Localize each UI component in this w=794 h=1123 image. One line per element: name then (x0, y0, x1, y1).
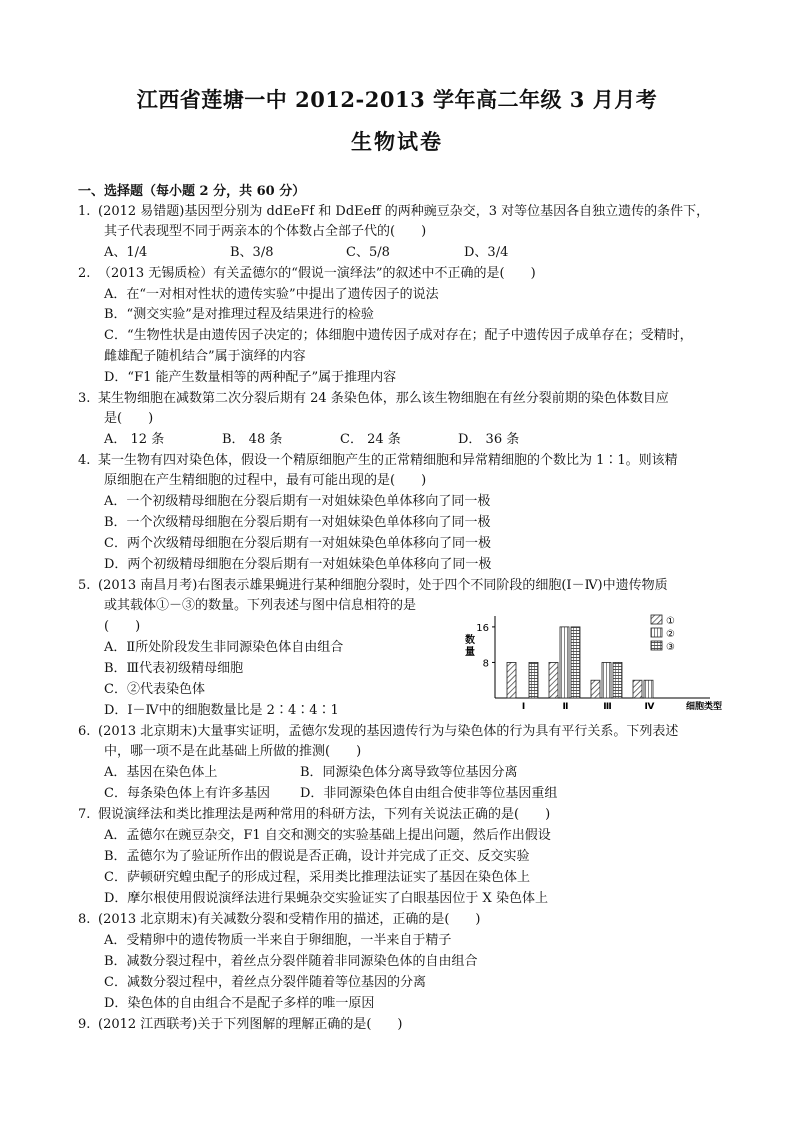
option-c: C．两个次级精母细胞在分裂后期有一对姐妹染色单体移向了同一极 (104, 536, 491, 551)
option-a: A．在“一对相对性状的遗传实验”中提出了遗传因子的说法 (104, 287, 439, 302)
question-3 (78, 390, 669, 408)
question-7 (78, 806, 550, 824)
option-c: C．萨顿研究蝗虫配子的形成过程，采用类比推理法证实了基因在染色体上 (104, 870, 530, 885)
bar (602, 662, 611, 698)
question-stem-cont: 其子代表现型不同于两亲本的个体数占全部子代的( ) (104, 224, 427, 239)
page-subtitle: 生物试卷 (351, 129, 443, 154)
section-heading: 一、选择题（每小题 2 分，共 60 分） (78, 184, 306, 199)
page-title: 江西省莲塘一中 2012-2013 学年高二年级 3 月月考 (136, 87, 658, 112)
question-number: 4. (78, 453, 91, 468)
option-c: C、5/8 (346, 245, 390, 260)
option-b: B．减数分裂过程中，着丝点分裂伴随着非同源染色体的自由组合 (104, 954, 478, 969)
legend-swatch (651, 615, 662, 624)
question-9 (78, 1016, 403, 1034)
legend-swatch (651, 628, 662, 637)
bar (591, 680, 600, 698)
bar (613, 662, 622, 698)
option-a: A、1/4 (104, 245, 148, 260)
option-a: A．受精卵中的遗传物质一半来自于卵细胞，一半来自于精子 (104, 933, 452, 948)
y-tick-label: 16 (476, 622, 489, 634)
question-number: 3. (78, 391, 91, 406)
y-axis-label: 数量 (465, 635, 475, 658)
option-c: C．“生物性状是由遗传因子决定的；体细胞中遗传因子成对存在；配子中遗传因子成单存在；受精时， (104, 328, 693, 343)
bar (633, 680, 642, 698)
question-2 (78, 265, 536, 283)
x-tick-label: Ⅰ (521, 702, 526, 712)
option-d: D． 36 条 (458, 432, 520, 447)
option-a: A．Ⅱ所处阶段发生非同源染色体自由组合 (104, 640, 344, 655)
option-b: B．“测交实验”是对推理过程及结果进行的检验 (104, 307, 374, 322)
question-6 (78, 723, 678, 741)
option-c: C． 24 条 (340, 432, 401, 447)
question-number: 1. (78, 204, 91, 219)
question-stem: (2013 北京期末)有关减数分裂和受精作用的描述，正确的是( ) (98, 912, 481, 927)
question-stem-cont: 中，哪一项不是在此基础上所做的推测( ) (104, 744, 362, 759)
question-number: 2. (78, 266, 91, 281)
question-stem-cont: 是( ) (104, 411, 154, 426)
option-a: A．孟德尔在豌豆杂交，F1 自交和测交的实验基础上提出问题，然后作出假设 (104, 828, 551, 843)
option-b: B．一个次级精母细胞在分裂后期有一对姐妹染色单体移向了同一极 (104, 515, 491, 530)
question-stem: 某生物细胞在减数第二次分裂后期有 24 条染色体，那么该生物细胞在有丝分裂前期的染色体数目应 (98, 391, 669, 406)
question-5 (78, 577, 668, 595)
bar (560, 627, 569, 698)
x-axis-label: 细胞类型 (686, 702, 723, 712)
question-stem: 假说演绎法和类比推理法是两种常用的科研方法，下列有关说法正确的是( ) (98, 807, 551, 822)
option-c: C．每条染色体上有许多基因 (104, 786, 270, 801)
option-b: B．孟德尔为了验证所作出的假说是否正确，设计并完成了正交、反交实验 (104, 849, 530, 864)
bar (644, 680, 653, 698)
question-answer-blank: ( ) (104, 619, 141, 634)
question-8 (78, 911, 481, 929)
bar (571, 627, 580, 698)
question-number: 9. (78, 1017, 91, 1032)
x-tick-label: Ⅳ (644, 702, 655, 712)
option-d: D．Ⅰ－Ⅳ中的细胞数量比是 2∶4∶4∶1 (104, 703, 339, 718)
option-d: D．两个初级精母细胞在分裂后期有一对姐妹染色单体移向了同一极 (104, 557, 492, 572)
bar (549, 662, 558, 698)
y-tick-label: 8 (482, 658, 489, 670)
question-4 (78, 452, 678, 470)
option-b: B．Ⅲ代表初级精母细胞 (104, 661, 244, 676)
question-stem: (2012 江西联考)关于下列图解的理解正确的是( ) (98, 1017, 403, 1032)
question-stem: （2013 无锡质检）有关孟德尔的“假说一演绎法”的叙述中不正确的是( ) (98, 266, 536, 281)
question-stem: (2012 易错题)基因型分别为 ddEeFf 和 DdEeff 的两种豌豆杂交，3 对等位基因各自独立遗传的条件下， (98, 204, 710, 219)
option-c: C．②代表染色体 (104, 682, 205, 697)
option-a: A．一个初级精母细胞在分裂后期有一对姐妹染色单体移向了同一极 (104, 494, 491, 509)
question-stem: 某一生物有四对染色体，假设一个精原细胞产生的正常精细胞和异常精细胞的个数比为 1∶1。则该精 (98, 453, 678, 468)
legend-label: ③ (666, 642, 675, 653)
option-d: D．非同源染色体自由组合使非等位基因重组 (300, 786, 558, 801)
option-d: D、3/4 (464, 245, 509, 260)
question-stem-cont: 原细胞在产生精细胞的过程中，最有可能出现的是( ) (104, 473, 427, 488)
x-tick-label: Ⅲ (603, 702, 612, 712)
question-1 (78, 203, 709, 221)
question-number: 7. (78, 807, 91, 822)
option-c: C．减数分裂过程中，着丝点分裂伴随着等位基因的分离 (104, 975, 426, 990)
option-c-cont: 雌雄配子随机结合”属于演绎的内容 (104, 349, 306, 364)
bar (529, 662, 538, 698)
option-a: A．基因在染色体上 (104, 765, 218, 780)
bar-chart (455, 605, 740, 715)
question-number: 6. (78, 724, 91, 739)
question-number: 8. (78, 912, 91, 927)
question-stem: (2013 南昌月考)右图表示雄果蝇进行某种细胞分裂时，处于四个不同阶段的细胞(Ⅰ－Ⅳ)中遗传物质 (98, 578, 668, 593)
option-b: B、3/8 (230, 245, 274, 260)
legend-swatch (651, 641, 662, 650)
option-d: D．染色体的自由组合不是配子多样的唯一原因 (104, 996, 375, 1011)
option-a: A． 12 条 (104, 432, 165, 447)
question-stem: (2013 北京期末)大量事实证明，孟德尔发现的基因遗传行为与染色体的行为具有平行关系。下列表述 (98, 724, 679, 739)
option-d: D．“F1 能产生数量相等的两种配子”属于推理内容 (104, 370, 397, 385)
legend-label: ② (666, 629, 675, 640)
question-number: 5. (78, 578, 91, 593)
x-tick-label: Ⅱ (562, 702, 569, 712)
bar (507, 662, 516, 698)
option-b: B． 48 条 (222, 432, 283, 447)
option-d: D．摩尔根使用假说演绎法进行果蝇杂交实验证实了白眼基因位于 X 染色体上 (104, 891, 548, 906)
option-b: B．同源染色体分离导致等位基因分离 (300, 765, 518, 780)
question-stem-cont: 或其载体①－③的数量。下列表述与图中信息相符的是 (104, 598, 417, 613)
legend-label: ① (666, 616, 675, 627)
